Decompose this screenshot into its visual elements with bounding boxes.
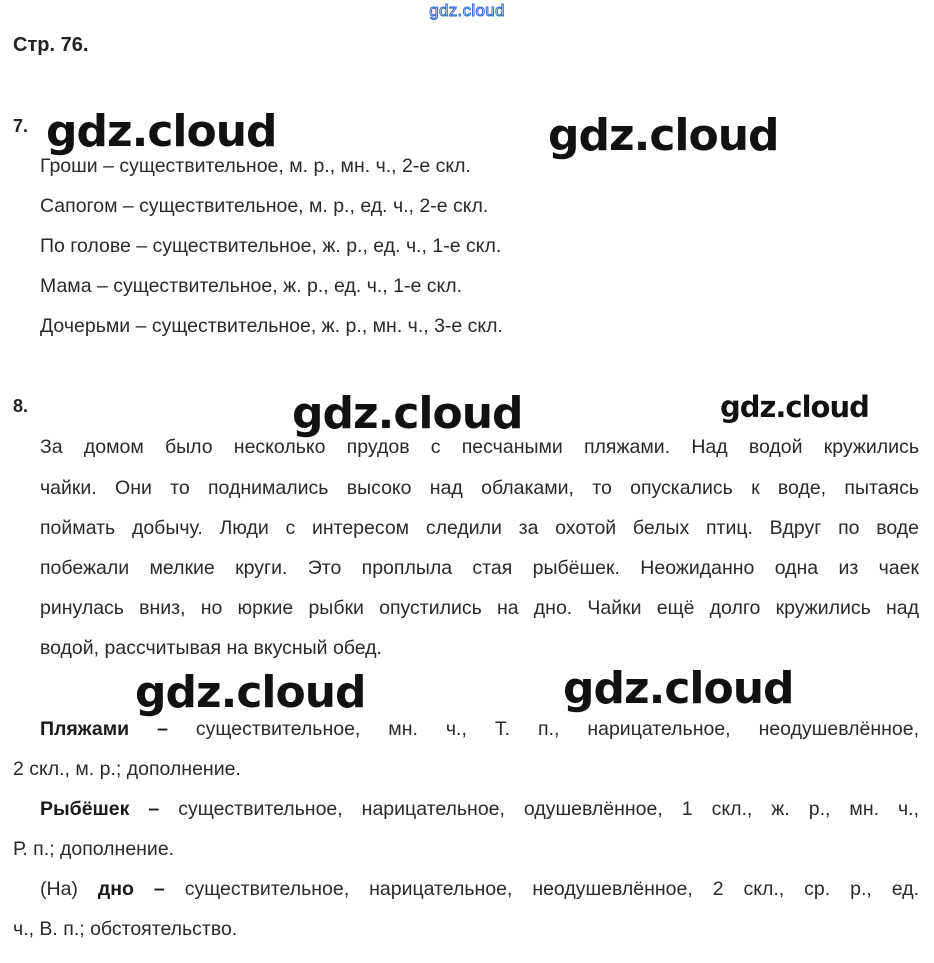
analysis-2-line-1 <box>40 798 919 821</box>
watermark-3: gdz.cloud <box>292 388 523 439</box>
task-7-number: 7. <box>13 116 29 136</box>
task-7-line-4: Мама – существительное, ж. р., ед. ч., 1-е скл. <box>40 275 463 297</box>
watermark-4: gdz.cloud <box>720 390 869 424</box>
task-8-number: 8. <box>13 396 29 416</box>
task-7-line-5: Дочерьми – существительное, ж. р., мн. ч., 3-е скл. <box>40 315 503 337</box>
top-watermark: gdz.cloud <box>429 1 505 20</box>
analysis-2-dash: – <box>129 798 160 820</box>
analysis-1-line-1 <box>40 718 919 741</box>
watermark-1: gdz.cloud <box>46 106 277 157</box>
task-8-text-line-4: побежали мелкие круги. Это проплыла стая рыбёшек. Неожиданно одна из чаек <box>40 557 919 579</box>
watermark-6: gdz.cloud <box>563 663 794 714</box>
analysis-1-text: существительное, мн. ч., Т. п., нарицательное, неодушевлённое, <box>167 718 919 740</box>
analysis-3-line-1 <box>40 878 919 901</box>
watermark-2: gdz.cloud <box>548 110 779 161</box>
analysis-3-word: дно <box>97 878 134 900</box>
analysis-3-text: существительное, нарицательное, неодушевлённое, 2 скл., ср. р., ед. <box>164 878 919 900</box>
task-7-line-3: По голове – существительное, ж. р., ед. ч., 1-е скл. <box>40 235 502 257</box>
analysis-3-line-2: ч., В. п.; обстоятельство. <box>13 918 238 940</box>
analysis-3-dash: – <box>133 878 165 900</box>
watermark-5: gdz.cloud <box>135 667 366 718</box>
analysis-3-prefix: (На) <box>40 878 98 900</box>
page-label: Стр. 76. <box>13 34 89 56</box>
task-7-line-2: Сапогом – существительное, м. р., ед. ч., 2-е скл. <box>40 195 489 217</box>
task-8-text-line-5: ринулась вниз, но юркие рыбки опустились на дно. Чайки ещё долго кружились над <box>40 597 919 619</box>
task-8-text-line-1: За домом было несколько прудов с песчаными пляжами. Над водой кружились <box>40 436 919 458</box>
task-8-text-line-6: водой, рассчитывая на вкусный обед. <box>40 637 382 659</box>
task-8-text-line-3: поймать добычу. Люди с интересом следили за охотой белых птиц. Вдруг по воде <box>40 517 919 539</box>
analysis-2-word: Рыбёшек <box>40 798 130 820</box>
task-8-text-line-2: чайки. Они то поднимались высоко над облаками, то опускались к воде, пытаясь <box>40 477 919 499</box>
analysis-1-line-2: 2 скл., м. р.; дополнение. <box>13 758 241 780</box>
task-7-line-1: Гроши – существительное, м. р., мн. ч., 2-е скл. <box>40 155 471 177</box>
analysis-1-word: Пляжами <box>40 718 130 740</box>
analysis-1-dash: – <box>129 718 168 740</box>
analysis-2-text: существительное, нарицательное, одушевлённое, 1 скл., ж. р., мн. ч., <box>159 798 919 820</box>
analysis-2-line-2: Р. п.; дополнение. <box>13 838 175 860</box>
